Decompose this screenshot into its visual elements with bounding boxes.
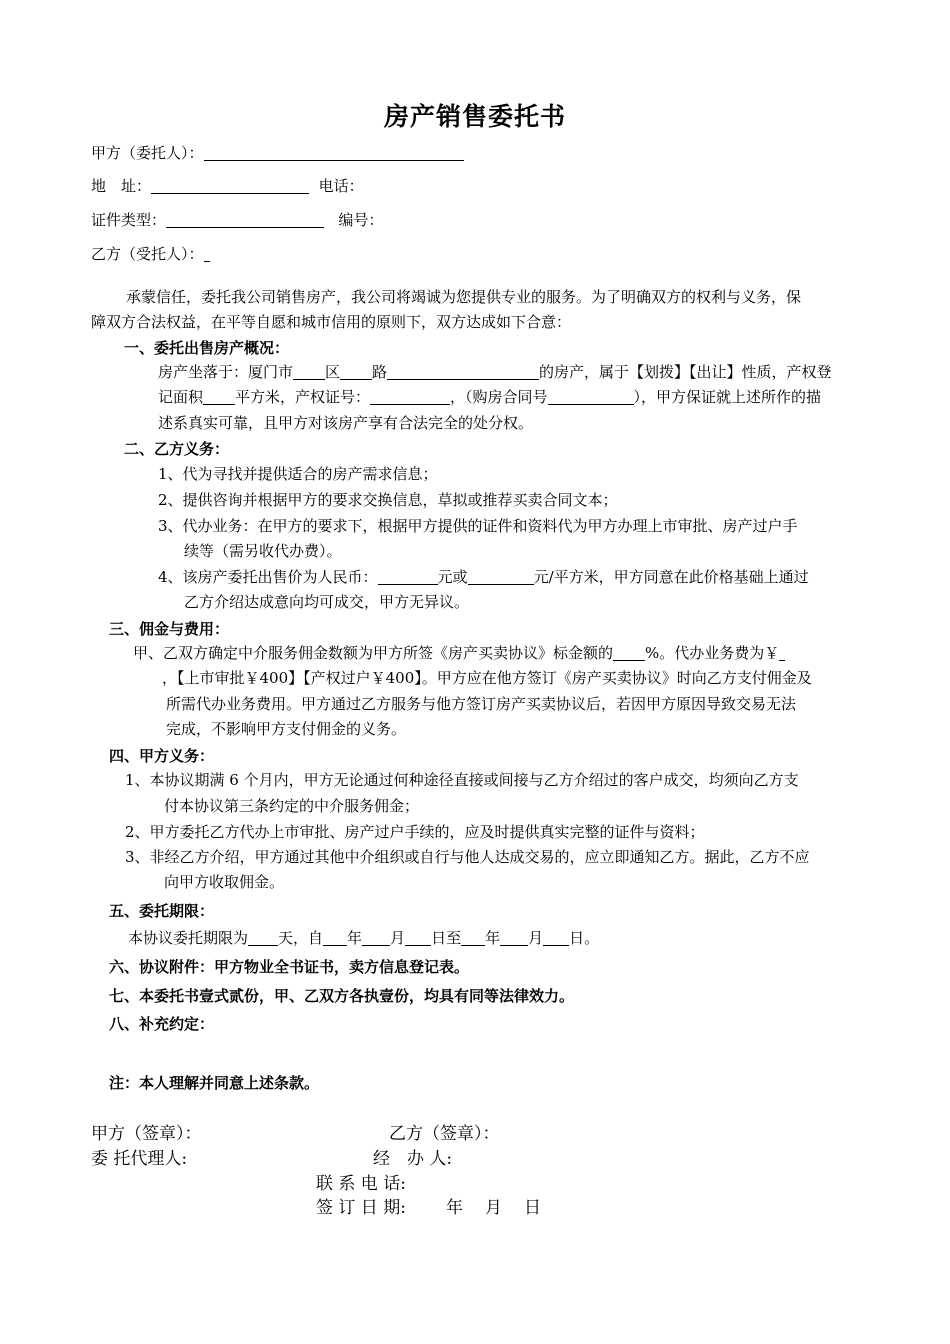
road-blank[interactable] bbox=[340, 363, 372, 380]
s1-cert-prefix: 平方米，产权证号： bbox=[235, 388, 371, 406]
party-b-line bbox=[91, 244, 210, 264]
section-2-item-3a: 3、代办业务：在甲方的要求下，根据甲方提供的证件和资料代为甲方办理上市审批、房产过户手 bbox=[158, 517, 798, 535]
section-3-line-1 bbox=[133, 643, 785, 663]
intro-line-2: 障双方合法权益，在平等自愿和城市信用的原则下，双方达成如下合意： bbox=[91, 313, 572, 331]
intro-line-1: 承蒙信任，委托我公司销售房产，我公司将竭诚为您提供专业的服务。为了明确双方的权利与义务，保 bbox=[126, 288, 802, 306]
section-3-line-3: 所需代办业务费用。甲方通过乙方服务与他方签订房产买卖协议后，若因甲方原因导致交易无法 bbox=[166, 695, 797, 713]
s1-district: 区 bbox=[325, 363, 341, 381]
start-month-blank[interactable] bbox=[362, 929, 390, 946]
page-title: 房产销售委托书 bbox=[383, 102, 566, 131]
section-6: 六、协议附件：甲方物业全书证书，卖方信息登记表。 bbox=[109, 958, 470, 976]
section-5-line bbox=[128, 928, 599, 948]
section-2-item-3b: 续等（需另收代办费）。 bbox=[184, 542, 342, 560]
s1-location-prefix: 房产坐落于：厦门市 bbox=[158, 363, 294, 381]
address-blank[interactable] bbox=[151, 177, 309, 194]
section-4-item-2: 2、甲方委托乙方代办上市审批、房产过户手续的，应及时提供真实完整的证件与资料； bbox=[125, 823, 705, 841]
section-2-item-4a bbox=[158, 567, 809, 587]
party-a-label: 甲方（委托人）： bbox=[91, 144, 204, 162]
district-blank[interactable] bbox=[293, 363, 325, 380]
id-type-line bbox=[91, 210, 383, 230]
area-blank[interactable] bbox=[203, 388, 235, 405]
handler-label: 经 办 人: bbox=[373, 1149, 453, 1169]
end-year-blank[interactable] bbox=[461, 929, 485, 946]
price-total-blank[interactable] bbox=[378, 568, 438, 585]
term-year-2: 年 bbox=[485, 929, 501, 947]
s1-contract-prefix: ，（购房合同号 bbox=[450, 388, 548, 406]
section-2-item-4b: 乙方介绍达成意向均可成交，甲方无异议。 bbox=[184, 593, 470, 611]
start-year-blank[interactable] bbox=[323, 929, 347, 946]
s1-nature: 的房产，属于【划拨】【出让】性质，产权登 bbox=[539, 363, 832, 381]
section-1-heading: 一、委托出售房产概况： bbox=[124, 339, 290, 357]
sign-year: 年 bbox=[445, 1198, 463, 1218]
price-suffix: 元/平方米，甲方同意在此价格基础上通过 bbox=[533, 568, 809, 586]
party-a-signature-label: 甲方（签章）： bbox=[91, 1124, 202, 1144]
start-day-blank[interactable] bbox=[405, 929, 431, 946]
address-label: 地 址： bbox=[91, 177, 152, 195]
agent-label: 委 托代理人: bbox=[91, 1149, 188, 1169]
section-4-item-3b: 向甲方收取佣金。 bbox=[164, 873, 285, 891]
end-month-blank[interactable] bbox=[500, 929, 528, 946]
sign-date-line bbox=[316, 1197, 541, 1219]
section-4-heading: 四、甲方义务： bbox=[109, 747, 215, 765]
s1-guarantee: ），甲方保证就上述所作的描 bbox=[633, 388, 822, 406]
s1-road: 路 bbox=[372, 363, 388, 381]
term-day-end: 日。 bbox=[569, 929, 600, 947]
section-3-line-2: ，【上市审批￥400】【产权过户￥400】。甲方应在他方签订《房产买卖协议》时向乙方支付佣金及 bbox=[162, 669, 812, 687]
price-or: 元或 bbox=[437, 568, 468, 586]
term-to: 日至 bbox=[431, 929, 462, 947]
phone-label: 电话： bbox=[318, 177, 364, 195]
id-type-label: 证件类型： bbox=[91, 211, 167, 229]
note: 注：本人理解并同意上述条款。 bbox=[109, 1074, 320, 1092]
section-4-item-1a: 1、本协议期满 6 个月内，甲方无论通过何种途径直接或间接与乙方介绍过的客户成交，均须向乙方支 bbox=[125, 771, 799, 789]
term-year-1: 年 bbox=[347, 929, 363, 947]
term-prefix: 本协议委托期限为 bbox=[128, 929, 249, 947]
section-8: 八、补充约定： bbox=[109, 1015, 215, 1033]
section-5-heading: 五、委托期限： bbox=[109, 902, 215, 920]
term-from: 天，自 bbox=[278, 929, 324, 947]
cert-blank[interactable] bbox=[370, 388, 450, 405]
party-b-label: 乙方（受托人）： bbox=[91, 245, 204, 263]
section-4-item-1b: 付本协议第三条约定的中介服务佣金； bbox=[164, 797, 420, 815]
term-days-blank[interactable] bbox=[248, 929, 278, 946]
s1-area-prefix: 记面积 bbox=[158, 388, 204, 406]
contact-phone-label: 联 系 电 话: bbox=[316, 1174, 406, 1194]
agency-fee-blank[interactable] bbox=[779, 644, 785, 661]
address-line bbox=[91, 176, 364, 196]
section-1-line-1 bbox=[158, 362, 832, 382]
sign-day: 日 bbox=[523, 1198, 541, 1218]
sign-month: 月 bbox=[484, 1198, 502, 1218]
section-4-item-3a: 3、非经乙方介绍，甲方通过其他中介组织或自行与他人达成交易的，应立即通知乙方。据此，乙方不应 bbox=[125, 848, 810, 866]
contract-blank[interactable] bbox=[548, 388, 634, 405]
section-2-item-2: 2、提供咨询并根据甲方的要求交换信息，草拟或推荐买卖合同文本； bbox=[158, 491, 618, 509]
section-3-line-4: 完成，不影响甲方支付佣金的义务。 bbox=[166, 720, 407, 738]
id-type-blank[interactable] bbox=[166, 211, 324, 228]
party-b-blank[interactable] bbox=[204, 245, 210, 262]
price-prefix: 4、该房产委托出售价为人民币： bbox=[158, 568, 378, 586]
party-a-blank[interactable] bbox=[204, 144, 464, 161]
party-b-signature-label: 乙方（签章）： bbox=[389, 1124, 500, 1144]
section-1-line-3: 述系真实可靠，且甲方对该房产享有合法完全的处分权。 bbox=[158, 414, 534, 432]
term-month-1: 月 bbox=[390, 929, 406, 947]
commission-suffix: %。代办业务费为￥ bbox=[645, 644, 780, 662]
number-label: 编号： bbox=[338, 211, 384, 229]
section-2-heading: 二、乙方义务： bbox=[124, 440, 230, 458]
sign-date-label: 签 订 日 期: bbox=[316, 1198, 406, 1218]
commission-prefix: 甲、乙双方确定中介服务佣金数额为甲方所签《房产买卖协议》标金额的 bbox=[133, 644, 614, 662]
party-a-line bbox=[91, 143, 464, 163]
section-7: 七、本委托书壹式贰份，甲、乙双方各执壹份，均具有同等法律效力。 bbox=[109, 987, 575, 1005]
property-blank[interactable] bbox=[387, 363, 539, 380]
end-day-blank[interactable] bbox=[543, 929, 569, 946]
price-per-sqm-blank[interactable] bbox=[468, 568, 534, 585]
commission-rate-blank[interactable] bbox=[613, 644, 645, 661]
section-1-line-2 bbox=[158, 387, 821, 407]
section-2-item-1: 1、代为寻找并提供适合的房产需求信息； bbox=[158, 465, 438, 483]
term-month-2: 月 bbox=[528, 929, 544, 947]
section-3-heading: 三、佣金与费用： bbox=[109, 620, 230, 638]
